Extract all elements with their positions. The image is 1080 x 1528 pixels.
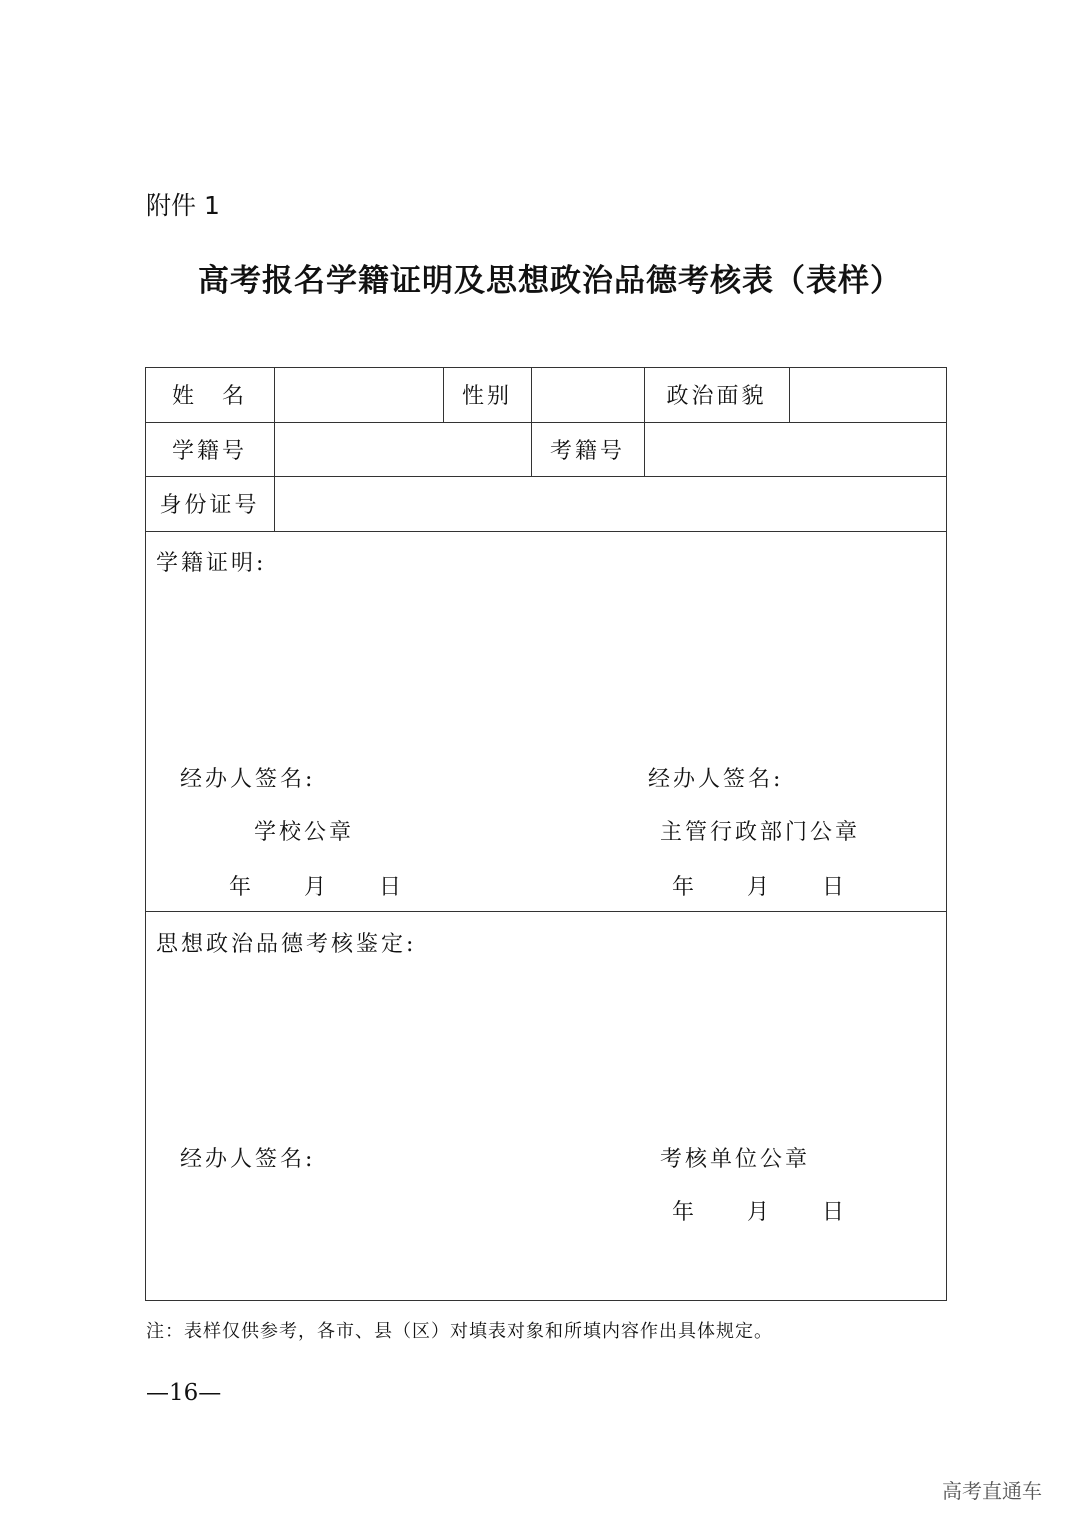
- left-date-label: 年 月 日: [229, 875, 405, 900]
- political-label: 政治面貌: [666, 384, 767, 409]
- id-card-field[interactable]: [275, 476, 946, 531]
- gender-label: 性别: [461, 384, 512, 409]
- right-signer-label: 经办人签名:: [648, 767, 784, 792]
- department-seal-label: 主管行政部门公章: [660, 820, 861, 845]
- right-date-label: 年 月 日: [672, 875, 848, 900]
- gender-field[interactable]: [532, 367, 644, 422]
- assessment-seal-label: 考核单位公章: [660, 1147, 811, 1172]
- footnote: 注：表样仅供参考，各市、县（区）对填表对象和所填内容作出具体规定。: [146, 1321, 773, 1342]
- student-id-label: 学籍号: [171, 438, 247, 464]
- exam-id-label: 考籍号: [549, 438, 625, 464]
- attachment-label: 附件 1: [146, 191, 220, 220]
- school-seal-label: 学校公章: [254, 820, 355, 845]
- moral-heading: 思想政治品德考核鉴定:: [156, 932, 417, 957]
- name-field[interactable]: [275, 367, 443, 422]
- page-number: —16—: [146, 1380, 222, 1406]
- page-title: 高考报名学籍证明及思想政治品德考核表（表样）: [198, 263, 902, 299]
- name-label: 姓 名: [171, 384, 247, 409]
- id-card-label: 身份证号: [159, 493, 260, 518]
- political-field[interactable]: [790, 367, 946, 422]
- exam-id-field[interactable]: [645, 422, 946, 476]
- watermark: 高考直通车: [942, 1479, 1042, 1503]
- moral-date-label: 年 月 日: [672, 1200, 848, 1225]
- left-signer-label: 经办人签名:: [180, 767, 316, 792]
- enrollment-heading: 学籍证明:: [156, 551, 267, 576]
- moral-signer-label: 经办人签名:: [180, 1147, 316, 1172]
- student-id-field[interactable]: [275, 422, 531, 476]
